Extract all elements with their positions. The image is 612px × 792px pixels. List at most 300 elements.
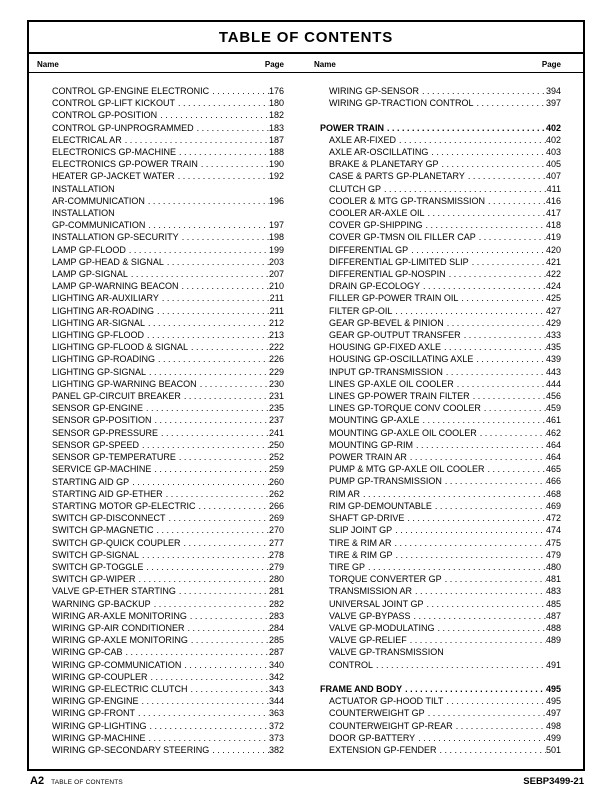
toc-entry-line (52, 244, 284, 256)
dot-leader (128, 268, 269, 280)
toc-entry (52, 585, 284, 597)
toc-entry-label: WIRING GP-ELECTRIC CLUTCH (52, 683, 188, 694)
toc-entry (329, 183, 561, 195)
toc-entry (52, 97, 284, 109)
toc-entry-line (329, 305, 561, 317)
toc-entry-label: INSTALLATION GP-SECURITY (52, 232, 179, 243)
toc-entry (52, 244, 284, 256)
dot-leader (187, 610, 269, 622)
toc-entry (52, 622, 284, 634)
toc-columns (29, 73, 583, 756)
toc-entry (329, 97, 561, 109)
dot-leader (144, 329, 269, 341)
dot-leader (176, 451, 269, 463)
dot-leader (411, 610, 546, 622)
toc-entry-label: SWITCH GP-WIPER (52, 574, 136, 585)
toc-entry-label: FILLER GP-POWER TRAIN OIL (329, 293, 459, 304)
toc-entry (52, 488, 284, 500)
dot-leader (139, 439, 269, 451)
dot-leader (360, 488, 546, 500)
toc-entry-label: LIGHTING GP-ROADING (52, 354, 156, 365)
dot-leader (129, 476, 269, 488)
toc-entry-label: GEAR GP-BEVEL & PINION (329, 317, 444, 328)
toc-entry-line (52, 305, 284, 317)
toc-entry-line (329, 219, 561, 231)
toc-entry-label: WIRING GP-FRONT (52, 708, 135, 719)
toc-entry-label: UNIVERSAL JOINT GP (329, 598, 424, 609)
toc-entry-line (329, 402, 561, 414)
toc-entry-label: CLUTCH GP (329, 183, 382, 194)
dot-leader (437, 744, 546, 756)
toc-entry-label: LIGHTING GP-WARNING BEACON (52, 378, 197, 389)
dot-leader (465, 170, 546, 182)
toc-entry-label: ACTUATOR GP-HOOD TILT (329, 696, 444, 707)
toc-entry (329, 305, 561, 317)
dot-leader (408, 244, 546, 256)
dot-leader (164, 256, 269, 268)
column-header-right (306, 60, 583, 69)
toc-entry-line (329, 622, 561, 634)
dot-leader (423, 219, 546, 231)
toc-entry-line (52, 610, 284, 622)
toc-entry-line (329, 85, 561, 97)
toc-entry-line (329, 390, 561, 402)
toc-entry-line (329, 512, 561, 524)
toc-entry-line (329, 97, 561, 109)
toc-entry-line (329, 524, 561, 536)
toc-entry (329, 353, 561, 365)
toc-entry (329, 707, 561, 719)
toc-entry (329, 317, 561, 329)
toc-entry-label: SENSOR GP-ENGINE (52, 403, 144, 414)
dot-leader (477, 427, 546, 439)
toc-entry-line (52, 170, 284, 182)
dot-leader (420, 280, 546, 292)
toc-entry-page: 480 (545, 561, 561, 572)
dot-leader (154, 524, 269, 536)
dot-leader (415, 732, 546, 744)
toc-entry-page: 266 (268, 500, 284, 511)
toc-entry (329, 219, 561, 231)
toc-entry-page: 439 (545, 354, 561, 365)
toc-entry-label: LINES GP-TORQUE CONV COOLER (329, 403, 481, 414)
toc-entry (52, 134, 284, 146)
toc-entry-page: 212 (268, 317, 284, 328)
toc-entry-page: 231 (268, 391, 284, 402)
dot-leader (176, 146, 269, 158)
dot-leader (428, 146, 546, 158)
toc-entry (329, 451, 561, 463)
toc-entry-line (329, 451, 561, 463)
toc-entry-line (52, 537, 284, 549)
dot-leader (443, 366, 546, 378)
toc-entry-page: 464 (545, 452, 561, 463)
toc-entry-line (52, 683, 284, 695)
toc-entry-label: AR-COMMUNICATION (52, 195, 145, 206)
toc-entry-page: 372 (268, 720, 284, 731)
toc-entry-label: WIRING GP-TRACTION CONTROL (329, 98, 474, 109)
toc-entry-page: 456 (545, 391, 561, 402)
toc-entry-label: WIRING AR-AXLE MONITORING (52, 610, 187, 621)
toc-entry (52, 109, 284, 121)
toc-entry-page: 405 (545, 159, 561, 170)
toc-entry-line (329, 720, 561, 732)
toc-entry-line (52, 598, 284, 610)
dot-leader (476, 231, 546, 243)
toc-entry-line (329, 475, 561, 487)
toc-entry-label: LAMP GP-SIGNAL (52, 269, 128, 280)
toc-entry (52, 353, 284, 365)
toc-entry-line (52, 402, 284, 414)
toc-entry-page: 222 (268, 342, 284, 353)
toc-entry-label: SENSOR GP-POSITION (52, 415, 152, 426)
toc-entry-label: COVER GP-TMSN OIL FILLER CAP (329, 232, 476, 243)
toc-spacer (314, 671, 561, 683)
toc-entry-label: MOUNTING GP-RIM (329, 439, 413, 450)
toc-entry-label: POWER TRAIN AR (329, 452, 407, 463)
toc-entry-page: 474 (545, 525, 561, 536)
toc-entry-label: SENSOR GP-SPEED (52, 439, 140, 450)
toc-entry (52, 720, 284, 732)
toc-entry-page: 285 (268, 635, 284, 646)
dot-leader (139, 549, 269, 561)
dot-leader (146, 366, 269, 378)
toc-entry-page: 422 (545, 269, 561, 280)
toc-entry-label: AXLE AR-FIXED (329, 134, 397, 145)
toc-entry (52, 463, 284, 475)
toc-entry-label: SERVICE GP-MACHINE (52, 464, 152, 475)
toc-entry-line (52, 268, 284, 280)
toc-entry-label: COOLER AR-AXLE OIL (329, 208, 425, 219)
dot-leader (159, 292, 270, 304)
toc-column-right (306, 73, 583, 756)
dot-leader (485, 463, 546, 475)
dot-leader (158, 427, 269, 439)
toc-entry-label: STARTING AID GP (52, 476, 130, 487)
toc-entry (52, 280, 284, 292)
toc-entry-line (52, 353, 284, 365)
toc-entry-page: 262 (268, 488, 284, 499)
toc-entry (52, 317, 284, 329)
dot-leader (155, 353, 269, 365)
toc-entry (52, 268, 284, 280)
dot-leader (154, 305, 270, 317)
page-header: Page (264, 60, 284, 69)
toc-entry (329, 549, 561, 561)
toc-entry-line (52, 500, 284, 512)
dot-leader (188, 341, 269, 353)
toc-entry-page: 421 (545, 256, 561, 267)
dot-leader (122, 134, 269, 146)
dot-leader (392, 305, 546, 317)
toc-entry-page: 417 (545, 208, 561, 219)
toc-entry (329, 634, 561, 646)
toc-entry (329, 463, 561, 475)
toc-entry-line (52, 97, 284, 109)
toc-entry-page: 420 (545, 244, 561, 255)
toc-entry-label: STARTING AID GP-ETHER (52, 488, 163, 499)
page-title: TABLE OF CONTENTS (218, 29, 394, 46)
dot-leader (157, 109, 269, 121)
toc-entry-line (52, 109, 284, 121)
toc-entry-label: ELECTRONICS GP-MACHINE (52, 147, 177, 158)
toc-entry-page: 229 (268, 366, 284, 377)
toc-entry-label: TORQUE CONVERTER GP (329, 574, 442, 585)
toc-entry (329, 695, 561, 707)
dot-leader (470, 390, 546, 402)
toc-entry-label: VALVE GP-MODULATING (329, 622, 435, 633)
toc-entry-page: 269 (268, 513, 284, 524)
toc-entry-label: RIM AR (329, 488, 361, 499)
toc-entry-line (52, 720, 284, 732)
toc-entry-label: WIRING GP-SENSOR (329, 86, 420, 96)
toc-entry-label: STARTING MOTOR GP-ELECTRIC (52, 500, 196, 511)
toc-entry-line (329, 500, 561, 512)
dot-leader (404, 512, 546, 524)
toc-entry-line (52, 549, 284, 561)
toc-entry (329, 85, 561, 97)
toc-entry-label: GEAR GP-OUTPUT TRANSFER (329, 330, 461, 341)
dot-leader (402, 683, 546, 695)
dot-leader (145, 219, 269, 231)
toc-entry (329, 231, 561, 243)
toc-entry-page: 429 (545, 317, 561, 328)
dot-leader (365, 561, 546, 573)
toc-entry (329, 598, 561, 610)
toc-entry (52, 414, 284, 426)
toc-entry-page: 461 (545, 415, 561, 426)
toc-entry (52, 158, 284, 170)
toc-entry-line (52, 146, 284, 158)
toc-entry (52, 390, 284, 402)
toc-entry-page: 465 (545, 464, 561, 475)
toc-entry-page: 281 (268, 586, 284, 597)
dot-leader (443, 695, 546, 707)
toc-entry (52, 695, 284, 707)
toc-entry (52, 573, 284, 585)
toc-entry-label: SHAFT GP-DRIVE (329, 513, 405, 524)
footer-doc-id: SEBP3499-21 (523, 776, 584, 787)
toc-entry-line (52, 744, 284, 756)
toc-entry-page: 501 (545, 744, 561, 755)
toc-entry-page: 464 (545, 439, 561, 450)
dot-leader (442, 573, 546, 585)
toc-entry-line (329, 317, 561, 329)
page-footer (30, 775, 584, 787)
name-header: Name (37, 60, 59, 69)
dot-leader (198, 158, 269, 170)
toc-entry-line (329, 610, 561, 622)
toc-entry-page: 343 (268, 683, 284, 694)
toc-entry (52, 512, 284, 524)
toc-entry-page: 282 (268, 598, 284, 609)
toc-entry (52, 500, 284, 512)
toc-entry-page: 495 (545, 683, 561, 694)
toc-entry-label: BRAKE & PLANETARY GP (329, 159, 439, 170)
toc-entry-label: LIGHTING GP-FLOOD & SIGNAL (52, 342, 189, 353)
toc-entry-label: EXTENSION GP-FENDER (329, 744, 437, 755)
toc-entry-label: LAMP GP-WARNING BEACON (52, 281, 179, 292)
toc-entry-page: 188 (268, 147, 284, 158)
toc-entry-line (52, 634, 284, 646)
dot-leader (175, 97, 269, 109)
toc-entry-label: RIM GP-DEMOUNTABLE (329, 500, 432, 511)
dot-leader (420, 414, 546, 426)
toc-entry-page: 435 (545, 342, 561, 353)
toc-entry-line (329, 280, 561, 292)
dot-leader (458, 292, 546, 304)
toc-entry-line (52, 158, 284, 170)
toc-entry-line (329, 268, 561, 280)
toc-entry-line (329, 134, 561, 146)
dot-leader (143, 402, 269, 414)
toc-entry (329, 292, 561, 304)
dot-leader (481, 402, 546, 414)
toc-entry-page: 280 (268, 574, 284, 585)
toc-entry-line (329, 341, 561, 353)
toc-entry (329, 207, 561, 219)
toc-entry (329, 390, 561, 402)
dot-leader (485, 195, 546, 207)
toc-entry (329, 134, 561, 146)
toc-entry (329, 244, 561, 256)
toc-entry-page: 459 (545, 403, 561, 414)
dot-leader (392, 524, 546, 536)
toc-entry-page: 260 (268, 476, 284, 487)
toc-entry (52, 256, 284, 268)
dot-leader (469, 256, 546, 268)
toc-entry-line (329, 366, 561, 378)
toc-entry-label: CONTROL GP-ENGINE ELECTRONIC (52, 86, 210, 96)
toc-entry-page: 278 (268, 549, 284, 560)
toc-entry-label: HEATER GP-JACKET WATER (52, 171, 175, 182)
dot-leader (152, 414, 269, 426)
toc-entry-page: 498 (545, 720, 561, 731)
toc-entry-label: INPUT GP-TRANSMISSION (329, 366, 443, 377)
toc-entry-page: 211 (269, 293, 284, 304)
toc-entry-line (52, 341, 284, 353)
toc-entry-line (329, 378, 561, 390)
dot-leader (454, 378, 546, 390)
toc-entry-page: 270 (268, 525, 284, 536)
toc-entry-page: 182 (268, 110, 284, 121)
toc-entry-page: 342 (268, 671, 284, 682)
dot-leader (473, 353, 546, 365)
toc-section-heading (320, 683, 561, 695)
toc-column-left (29, 73, 306, 756)
toc-entry (52, 207, 284, 231)
toc-entry-page: 472 (545, 513, 561, 524)
toc-entry-line (329, 585, 561, 597)
toc-entry-line (329, 195, 561, 207)
toc-entry (329, 268, 561, 280)
toc-entry-page: 394 (545, 86, 561, 96)
toc-entry-label: TIRE & RIM AR (329, 537, 392, 548)
toc-entry (52, 146, 284, 158)
dot-leader (181, 537, 269, 549)
dot-leader (123, 646, 269, 658)
dot-leader (209, 744, 269, 756)
footer-page-id: A2 (30, 775, 45, 787)
toc-entry (52, 170, 284, 182)
dot-leader (181, 659, 269, 671)
dot-leader (384, 122, 546, 134)
footer-section-label: TABLE OF CONTENTS (51, 779, 123, 786)
toc-entry-page: 226 (268, 354, 284, 365)
toc-entry-label: WIRING GP-CAB (52, 647, 123, 658)
toc-entry-label: SWITCH GP-SIGNAL (52, 549, 140, 560)
dot-leader (392, 537, 546, 549)
toc-entry (52, 549, 284, 561)
toc-entry-line (52, 85, 284, 97)
toc-entry-line (329, 158, 561, 170)
toc-entry (52, 366, 284, 378)
toc-entry (329, 402, 561, 414)
toc-entry-page: 425 (545, 293, 561, 304)
toc-entry (52, 341, 284, 353)
dot-leader (147, 720, 269, 732)
toc-entry-line (52, 512, 284, 524)
toc-entry-page: 259 (268, 464, 284, 475)
toc-entry-page: 427 (545, 305, 561, 316)
toc-entry-line (329, 414, 561, 426)
toc-entry-line (329, 598, 561, 610)
toc-entry (52, 524, 284, 536)
dot-leader (442, 475, 546, 487)
toc-entry-label: SWITCH GP-TOGGLE (52, 561, 144, 572)
toc-entry (329, 622, 561, 634)
dot-leader (439, 158, 546, 170)
dot-leader (194, 122, 269, 134)
toc-entry-line (52, 573, 284, 585)
toc-entry-label: LIGHTING AR-ROADING (52, 305, 155, 316)
toc-entry-page: 466 (545, 476, 561, 487)
toc-entry-page: 180 (268, 98, 284, 109)
dot-leader (163, 488, 269, 500)
toc-entry-label: WIRING GP-COUPLER (52, 671, 148, 682)
toc-entry (52, 598, 284, 610)
toc-entry-line (52, 427, 284, 439)
dot-leader (425, 707, 546, 719)
toc-entry-label: VALVE GP-RELIEF (329, 635, 407, 646)
dot-leader (196, 500, 269, 512)
toc-entry-label: WARNING GP-BACKUP (52, 598, 151, 609)
title-box (29, 22, 583, 54)
toc-entry (52, 183, 284, 207)
toc-entry-label: LAMP GP-FLOOD (52, 244, 126, 255)
toc-entry-line (52, 451, 284, 463)
toc-entry-line (329, 146, 561, 158)
dot-leader (381, 183, 547, 195)
toc-entry-label: SENSOR GP-TEMPERATURE (52, 452, 176, 463)
toc-entry-label: CONTROL (329, 659, 374, 670)
toc-entry-line (52, 256, 284, 268)
toc-entry-label: MOUNTING GP-AXLE (329, 415, 420, 426)
column-header-left (29, 60, 306, 69)
toc-entry (329, 280, 561, 292)
toc-entry (329, 573, 561, 585)
toc-entry-line (52, 659, 284, 671)
toc-entry-label: AXLE AR-OSCILLATING (329, 147, 429, 157)
toc-entry (329, 366, 561, 378)
toc-entry-label: ELECTRONICS GP-POWER TRAIN (52, 159, 198, 170)
toc-entry-line (329, 353, 561, 365)
toc-entry-label: LINES GP-AXLE OIL COOLER (329, 378, 454, 389)
toc-entry (52, 683, 284, 695)
toc-entry (329, 146, 561, 158)
toc-entry-line (52, 122, 284, 134)
toc-entry-label-line1: INSTALLATION (52, 183, 115, 194)
